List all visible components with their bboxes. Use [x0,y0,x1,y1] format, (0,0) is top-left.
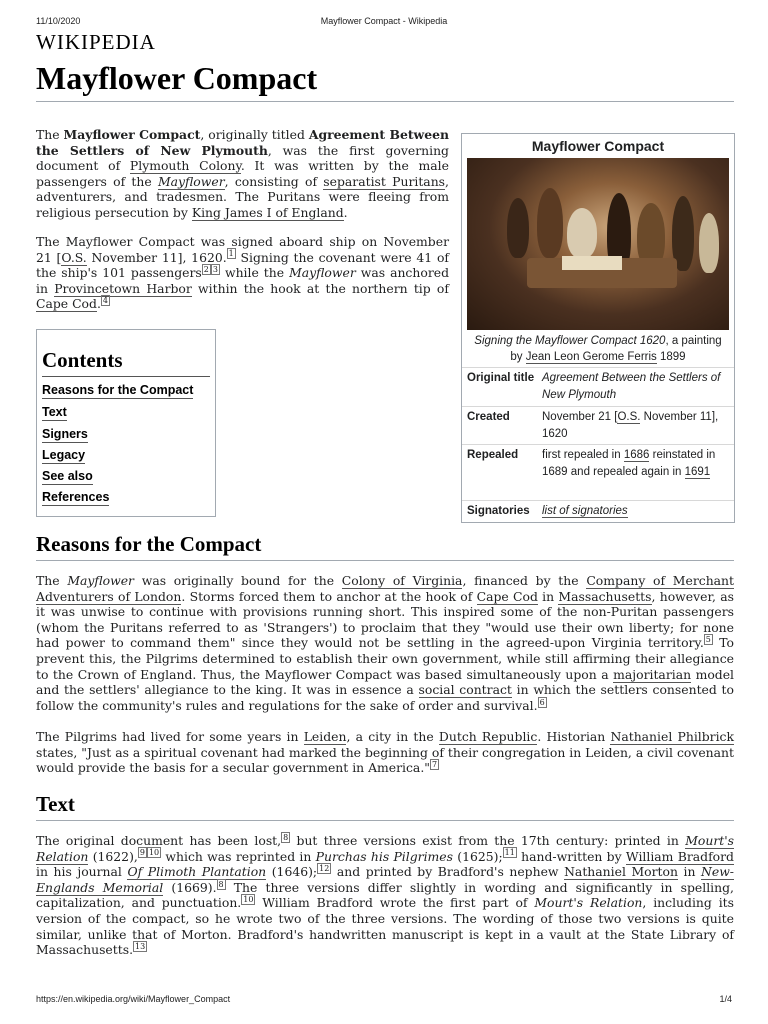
section-divider [36,560,734,561]
citation-ref[interactable]: 7 [431,760,438,770]
toc-item-text[interactable]: Text [42,405,67,419]
citation-ref[interactable]: 4 [102,296,108,306]
citation-ref[interactable]: 8 [283,832,289,842]
inline-link[interactable]: Company of Merchant Adventurers of London [36,573,735,604]
inline-link[interactable]: Cape Cod [36,296,97,312]
infobox-row-repealed: Repealed first repealed in 1686 reinstated in 1689 and repealed again in 1691 [462,444,734,500]
infobox-row-original-title: Original title Agreement Between the Settlers of New Plymouth [462,367,734,406]
inline-link[interactable]: King James I of England [191,204,344,220]
inline-link[interactable]: separatist Puritans [323,173,446,189]
inline-link[interactable]: Dutch Republic [438,729,538,744]
citation-ref[interactable]: 11 [504,848,515,858]
print-header [36,16,732,26]
inline-link[interactable]: Nathaniel Morton [564,864,678,880]
infobox-painting-image[interactable] [467,158,729,330]
citation-ref[interactable]: 2 3 [203,265,218,275]
inline-link[interactable]: Massachusetts [558,588,652,604]
page-url: https://en.wikipedia.org/wiki/Mayflower_Compact [36,994,231,1004]
inline-link[interactable]: O.S. [617,411,641,423]
page-number: 1/4 [719,994,732,1004]
inline-link[interactable]: Cape Cod [476,588,538,604]
citation-ref[interactable]: 10 [243,895,254,905]
print-footer [36,994,732,1004]
intro-paragraph-2: The Mayflower Compact was signed aboard ship on November 21 [O.S. November 11], 1620. $^1$ Signing the covenant were 41 of the ship's 101 passengers $^{2 3}$ while the Mayflower was anchored in Provincetown Harbor within the hook at the northern tip of Cape Cod. $^4$ [36,234,450,312]
inline-link[interactable]: social contract [418,682,512,698]
title-divider [36,101,734,102]
toc-item-see-also[interactable]: See also [42,469,93,483]
section-divider [36,820,734,821]
citation-ref[interactable]: 5 [705,635,711,645]
inline-link[interactable]: Mourt's Relation [36,833,734,864]
inline-link[interactable]: O.S. [61,249,87,265]
infobox-row-signatories: Signatories list of signatories [462,500,734,523]
infobox-row-created: Created November 21 [O.S. November 11], 1620 [462,406,734,445]
signatories-link[interactable]: list of signatories [542,505,628,517]
toc-item-references[interactable]: References [42,490,110,504]
section-heading-text: Text [36,792,75,816]
infobox [461,133,735,523]
inline-link[interactable]: majoritarian [613,666,692,682]
inline-link[interactable]: Leiden [303,729,347,744]
citation-ref[interactable]: 12 [319,864,330,874]
infobox-caption: Signing the Mayflower Compact 1620, a painting by Jean Leon Gerome Ferris 1899 [474,335,722,363]
print-date: 11/10/2020 [36,16,81,26]
artist-link[interactable]: Jean Leon Gerome Ferris [525,351,657,363]
citation-ref[interactable]: 9 10 [139,848,160,858]
inline-link[interactable]: 1686 [623,449,650,461]
toc-divider [42,376,210,377]
table-of-contents [36,329,216,517]
citation-ref[interactable]: 8 [218,879,224,889]
reasons-paragraph-2: The Pilgrims had lived for some years in Leiden, a city in the Dutch Republic. Historian Nathaniel Philbrick states, "Just as a spiritual covenant had marked the beginning of their congregation in Leiden, a civil covenant would provide the basis for a secular government in America." $^7$ [36,729,735,776]
inline-link[interactable]: Colony of Virginia [341,573,463,588]
inline-link[interactable]: William Bradford [625,848,734,864]
text-paragraph-1: The original document has been lost, $^8$ but three versions exist from the 17th century: printed in Mourt's Relation (1622), $^{9 10}$ which was reprinted in Purchas his Pilgrimes (1625); $^{11}$ hand-written by William Bradford in his journal Of Plimoth Plantation (1646); $^{12}$ and printed by Bradford's nephew Nathaniel Morton in New-Englands Memorial (1669). $^8$ The three versions differ slightly in wording and significantly in spelling, capitalization, and punctuation. $^{10}$ William Bradford wrote the first part of Mourt's Relation, including its version of the compact, so he wrote two of the three versions. The wording of those two versions is quite similar, unlike that of Morton. Bradford's handwritten manuscript is kept in a vault at the State Library of Massachusetts. $^{13}$ [36,832,734,958]
inline-link[interactable]: New-Englands Memorial [36,864,734,895]
toc-item-signers[interactable]: Signers [42,427,88,441]
inline-link[interactable]: Provincetown Harbor [54,280,192,296]
inline-link[interactable]: Nathaniel Philbrick [610,729,735,744]
wikipedia-logo[interactable]: WIKIPEDIA [36,30,156,54]
citation-ref[interactable]: 1 [228,249,234,259]
inline-link[interactable]: 1691 [684,466,711,478]
inline-link[interactable]: Mayflower [157,173,225,189]
inline-link[interactable]: Plymouth Colony [129,158,241,174]
reasons-paragraph-1: The Mayflower was originally bound for the Colony of Virginia, financed by the Company of Merchant Adventurers of London. Storms forced them to anchor at the hook of Cape Cod in Massachusetts, however, as it was unwise to continue with provisions running short. This inspired some of the non-Puritan passengers (whom the Puritans referred to as 'Strangers') to proclaim that they "would use their own liberty; for none had power to command them" since they would not be settling in the agreed-upon Virginia territory. $^5$ To prevent this, the Pilgrims determined to establish their own government, while still affirming their allegiance to the Crown of England. Thus, the Mayflower Compact was based simultaneously upon a majoritarian model and the settlers' allegiance to the king. It was in essence a social contract in which the settlers consented to follow the community's rules and regulations for the sake of order and survival. $^6$ [36,573,735,713]
infobox-title: Mayflower Compact [531,138,665,154]
inline-link[interactable]: Of Plimoth Plantation [127,864,267,880]
print-page-title: Mayflower Compact - Wikipedia [320,16,448,26]
page-title: Mayflower Compact [36,60,318,96]
citation-ref[interactable]: 6 [539,697,545,707]
citation-ref[interactable]: 13 [135,942,146,952]
intro-paragraph-1: The Mayflower Compact, originally titled Agreement Between the Settlers of New Plymouth, was the first governing document of Plymouth Colony. It was written by the male passengers of the Mayflower, consisting of separatist Puritans, adventurers, and tradesmen. The Puritans were fleeing from religious persecution by King James I of England. [36,127,449,220]
toc-title: Contents [42,348,123,372]
section-heading-reasons: Reasons for the Compact [36,532,262,556]
toc-item-reasons[interactable]: Reasons for the Compact [42,383,194,397]
toc-item-legacy[interactable]: Legacy [42,448,86,462]
